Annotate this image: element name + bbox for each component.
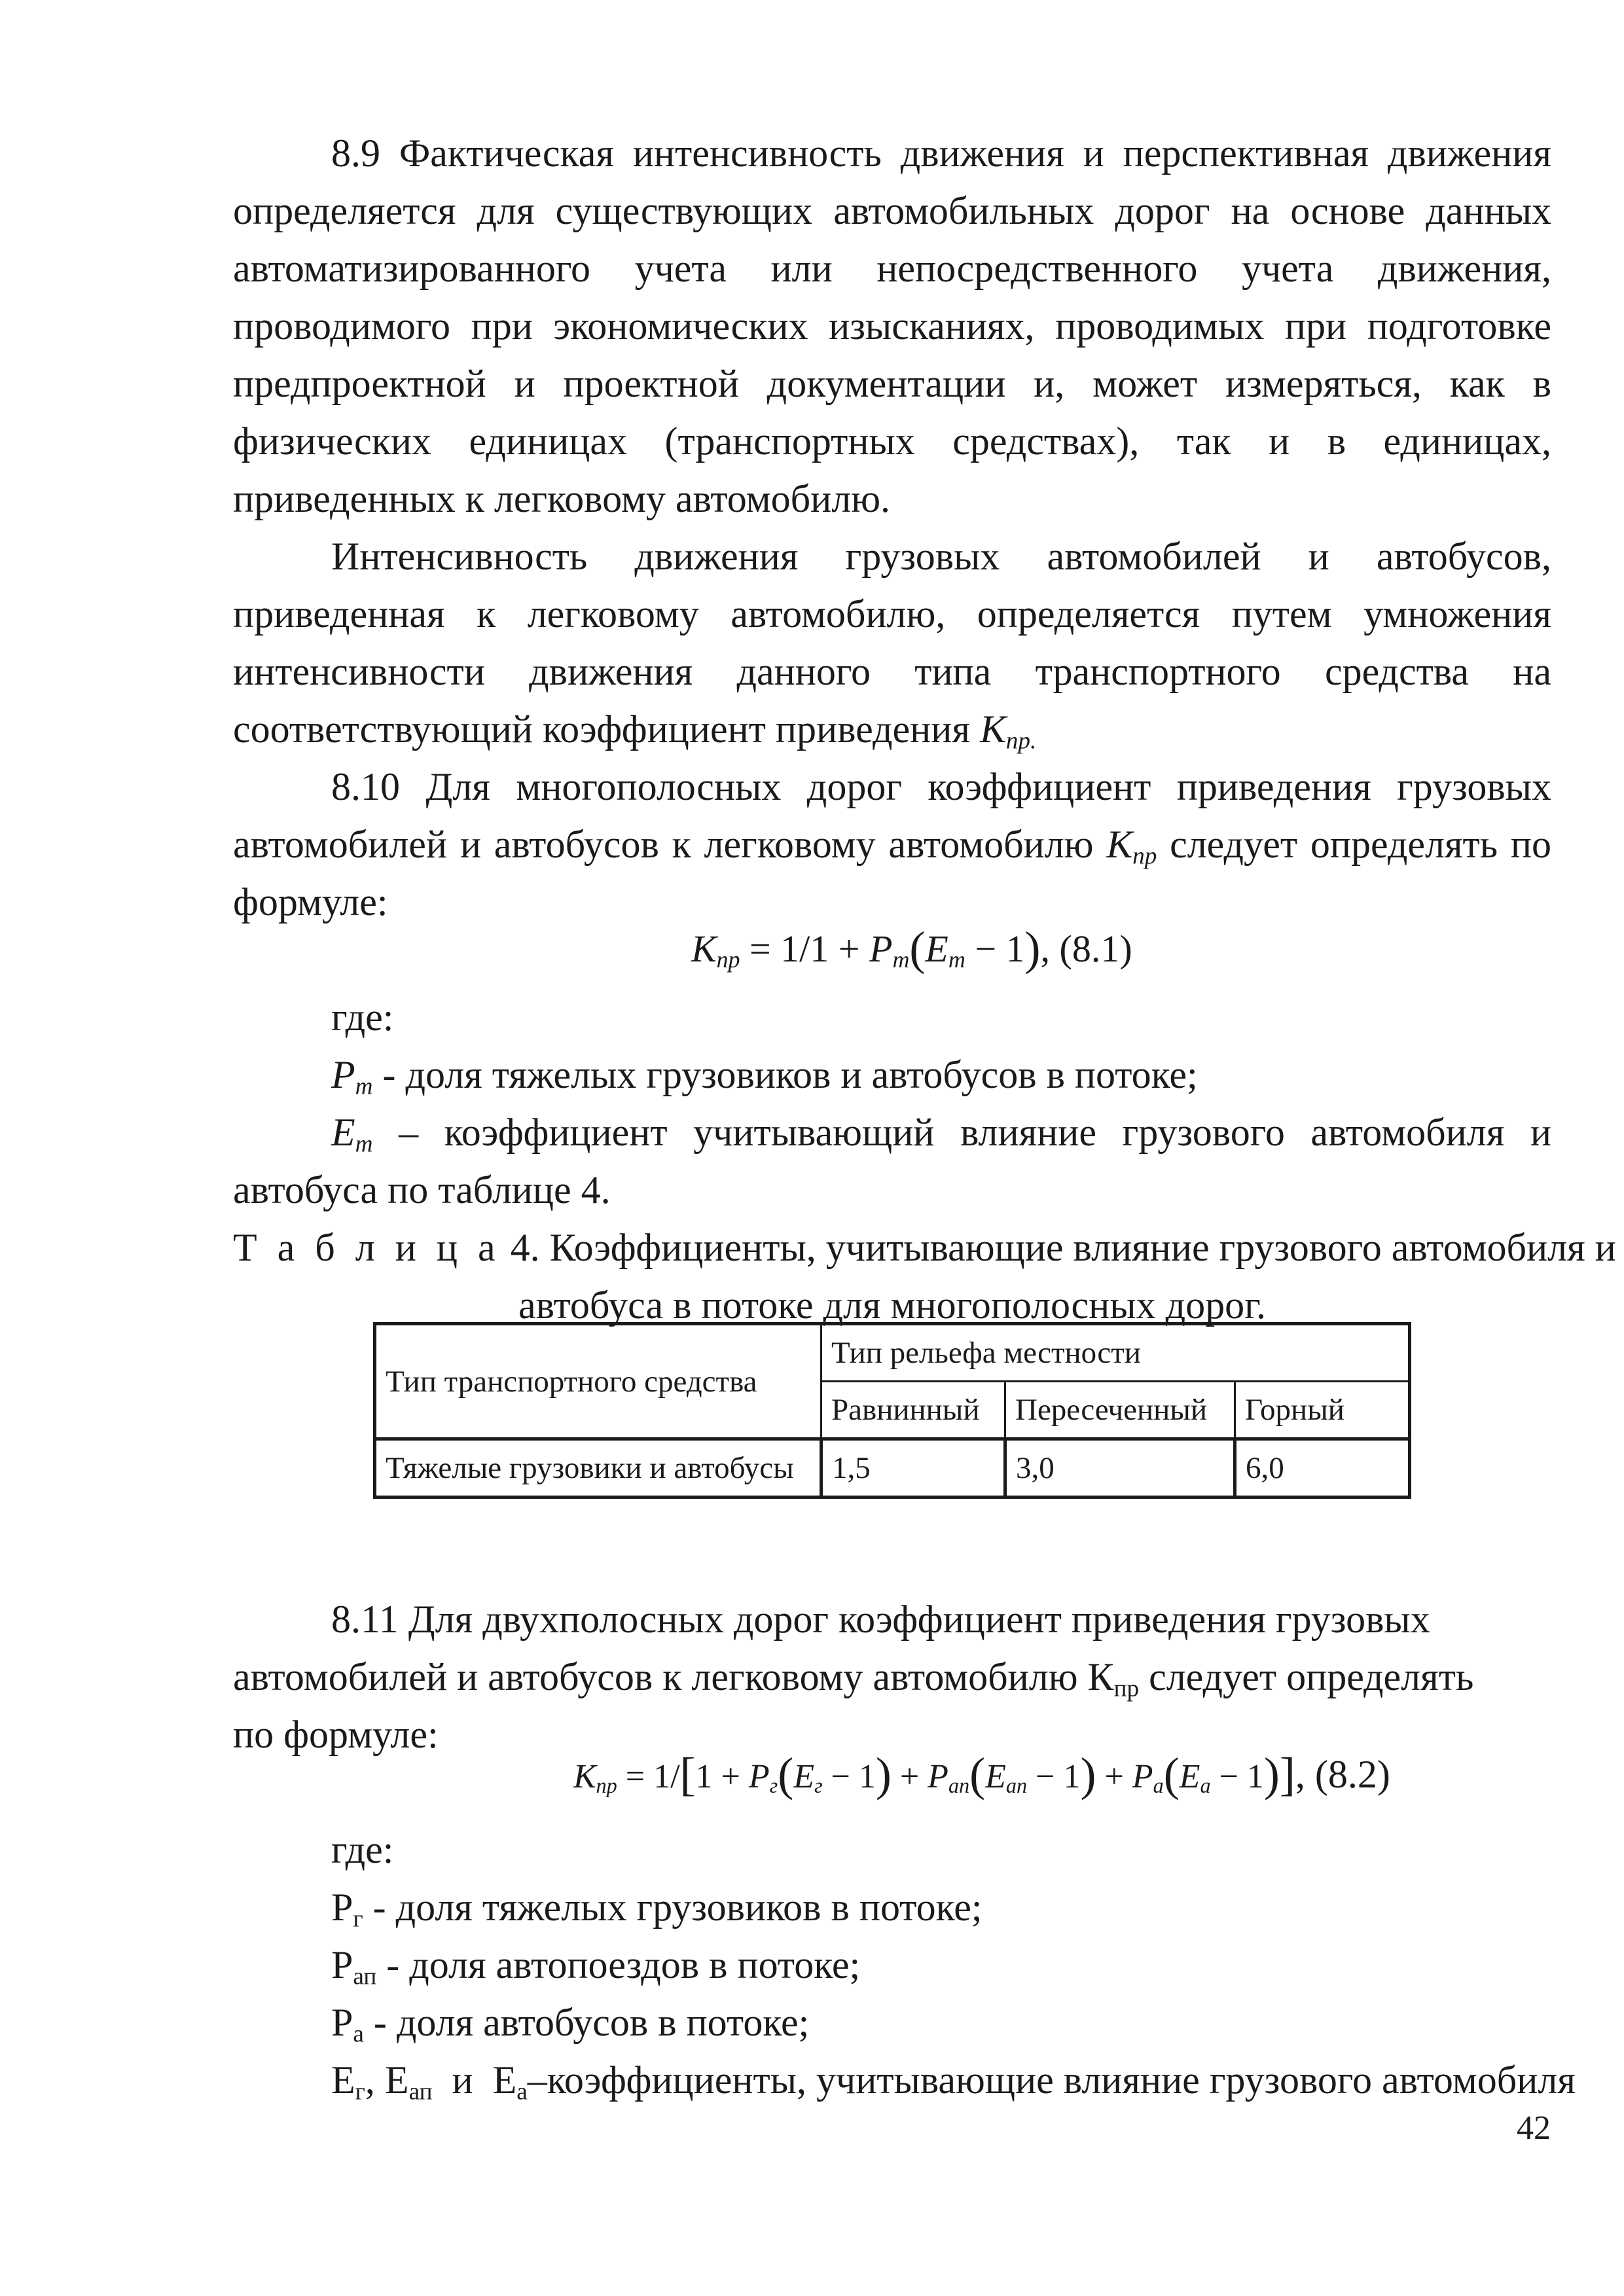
et-sub: т <box>355 1130 373 1158</box>
cell-mountain: 6,0 <box>1235 1439 1410 1498</box>
k-symbol: К <box>1106 823 1133 866</box>
formula-number: , (8.2) <box>1295 1753 1390 1796</box>
formula-plus: + <box>1096 1758 1132 1795</box>
where-text: где: <box>331 996 394 1039</box>
cell-flat: 1,5 <box>821 1439 1005 1498</box>
open-bracket: [ <box>679 1748 696 1801</box>
pt-sub: т <box>355 1073 373 1100</box>
and-word: и <box>432 2058 493 2102</box>
pt-text: - доля тяжелых грузовиков и автобусов в потоке; <box>372 1053 1198 1096</box>
header-mountain: Горный <box>1235 1382 1410 1439</box>
formula-8-2 <box>573 1748 1390 1802</box>
k-subscript: пр <box>1132 842 1157 870</box>
formula-minus-one: − 1 <box>1027 1758 1081 1795</box>
header-rough: Пересеченный <box>1005 1382 1235 1439</box>
formula-lhs: К <box>573 1758 596 1795</box>
formula-e: E <box>925 927 948 970</box>
open-paren: ( <box>909 922 926 975</box>
k-symbol: К <box>979 708 1006 751</box>
where-label-2 <box>331 1821 393 1878</box>
paragraph-8-11-text: 8.11 Для двухполосных дорог коэффициент приведения грузовых автомобилей и автобусов к легковому автомобилю К <box>233 1598 1430 1698</box>
formula-e-sub: т <box>948 946 965 973</box>
formula-p-sub: т <box>892 946 910 973</box>
comma: , <box>365 2058 385 2102</box>
paragraph-8-10-text-end: следует определять по формуле: <box>233 823 1552 924</box>
pap-sub: ап <box>353 1963 377 1990</box>
formula-eg: E <box>793 1758 814 1795</box>
paragraph-intensity-text: Интенсивность движения грузовых автомобилей и автобусов, приведенная к легковому автомобилю, определяется путем умножения интенсивности движения данного типа транспортного средства на соответствующий коэффициент приведения <box>233 535 1551 751</box>
table-header-row <box>375 1324 1410 1382</box>
definition-et <box>233 1103 1551 1219</box>
formula-eg-sub: г <box>814 1774 823 1798</box>
header-flat: Равнинный <box>821 1382 1005 1439</box>
kpr-sub: пр <box>1113 1675 1140 1702</box>
eap-sub: ап <box>408 2078 433 2106</box>
formula-pap-sub: ап <box>948 1774 970 1798</box>
table-caption-line2: автобуса в потоке для многополосных дорог. <box>518 1283 1266 1327</box>
pg-sub: г <box>353 1905 363 1933</box>
pa-symbol: Р <box>331 2001 353 2044</box>
formula-minus-one: − 1 <box>975 927 1025 970</box>
formula-plus: + <box>891 1758 928 1795</box>
formula-ea: E <box>1179 1758 1200 1795</box>
open-paren: ( <box>969 1748 986 1801</box>
formula-pg: P <box>748 1758 770 1795</box>
e-text: –коэффициенты, учитывающие влияние грузового автомобиля <box>527 2058 1576 2102</box>
definition-pa <box>331 1994 809 2051</box>
close-paren: ) <box>1080 1748 1096 1801</box>
formula-p: P <box>869 927 893 970</box>
cell-rough: 3,0 <box>1005 1439 1235 1498</box>
formula-pa-sub: а <box>1153 1774 1164 1798</box>
formula-pap: P <box>928 1758 948 1795</box>
table-caption-line1: 4. Коэффициенты, учитывающие влияние грузового автомобиля и <box>500 1226 1616 1269</box>
paragraph-8-10-text: 8.10 Для многополосных дорог коэффициент приведения грузовых автомобилей и автобусов к легковому автомобилю <box>233 765 1551 866</box>
pap-symbol: Р <box>331 1943 353 1986</box>
definition-pap <box>331 1936 860 1994</box>
definition-pt <box>331 1046 1198 1103</box>
formula-ea-sub: а <box>1200 1774 1211 1798</box>
paragraph-8-11-text-end: следует определять по формуле: <box>233 1655 1474 1756</box>
formula-eq: = 1/ <box>625 1758 680 1795</box>
pg-symbol: Р <box>331 1886 353 1929</box>
definition-e <box>331 2051 1576 2109</box>
pa-sub: а <box>353 2020 364 2048</box>
ea-symbol: Е <box>492 2058 517 2102</box>
formula-one-plus: 1 + <box>695 1758 749 1795</box>
et-symbol: Е <box>331 1111 355 1154</box>
formula-lhs-sub: пр <box>596 1774 617 1798</box>
page-number: 42 <box>1517 2109 1551 2147</box>
open-paren: ( <box>1163 1748 1180 1801</box>
et-text: – коэффициент учитывающий влияние грузового автомобиля и автобуса по таблице 4. <box>233 1111 1551 1211</box>
formula-eap: E <box>985 1758 1006 1795</box>
header-terrain-type: Тип рельефа местности <box>821 1324 1410 1382</box>
formula-rhs: = 1/1 + <box>749 927 870 970</box>
pap-text: - доля автопоездов в потоке; <box>376 1943 861 1986</box>
coefficient-table <box>373 1322 1411 1499</box>
open-paren: ( <box>778 1748 794 1801</box>
paragraph-8-10 <box>233 758 1551 931</box>
paragraph-intensity <box>233 528 1551 758</box>
where-text: где: <box>331 1828 394 1871</box>
formula-eap-sub: ап <box>1005 1774 1028 1798</box>
paragraph-8-11 <box>233 1590 1490 1763</box>
formula-8-1 <box>691 922 1132 976</box>
pa-text: - доля автобусов в потоке; <box>363 2001 810 2044</box>
eg-symbol: Е <box>331 2058 355 2102</box>
formula-lhs: К <box>691 927 717 970</box>
close-paren: ) <box>1263 1748 1280 1801</box>
formula-minus-one: − 1 <box>822 1758 876 1795</box>
formula-pg-sub: г <box>769 1774 778 1798</box>
cell-vehicle: Тяжелые грузовики и автобусы <box>375 1439 821 1498</box>
eg-sub: г <box>355 2078 365 2106</box>
table-row <box>375 1439 1410 1498</box>
close-bracket: ] <box>1279 1748 1295 1801</box>
formula-minus-one: − 1 <box>1210 1758 1264 1795</box>
eap-symbol: Е <box>384 2058 409 2102</box>
paragraph-8-9 <box>233 124 1551 528</box>
table-4-caption <box>233 1219 1616 1276</box>
formula-pa: P <box>1132 1758 1153 1795</box>
definition-pg <box>331 1878 983 1936</box>
where-label-1 <box>331 988 393 1046</box>
table-caption-label: Т а б л и ц а <box>233 1226 501 1269</box>
pg-text: - доля тяжелых грузовиков в потоке; <box>363 1886 983 1929</box>
formula-lhs-sub: пр <box>716 946 740 973</box>
paragraph-8-9-text: 8.9 Фактическая интенсивность движения и перспективная движения определяется для существующих автомобильных дорог на основе данных автоматизированного учета или непосредственного учета движения, проводимого при экономических изысканиях, проводимых при подготовке предпроектной и проектной документации и, может измеряться, как в физических единицах (транспортных средствах), так и в единицах, приведенных к легковому автомобилю. <box>233 132 1551 520</box>
close-paren: ) <box>875 1748 892 1801</box>
k-subscript: пр. <box>1005 727 1037 755</box>
ea-sub: а <box>516 2078 528 2106</box>
close-paren: ) <box>1024 922 1041 975</box>
formula-number: , (8.1) <box>1040 927 1132 970</box>
header-vehicle-type: Тип транспортного средства <box>375 1324 821 1439</box>
pt-symbol: Р <box>331 1053 355 1096</box>
